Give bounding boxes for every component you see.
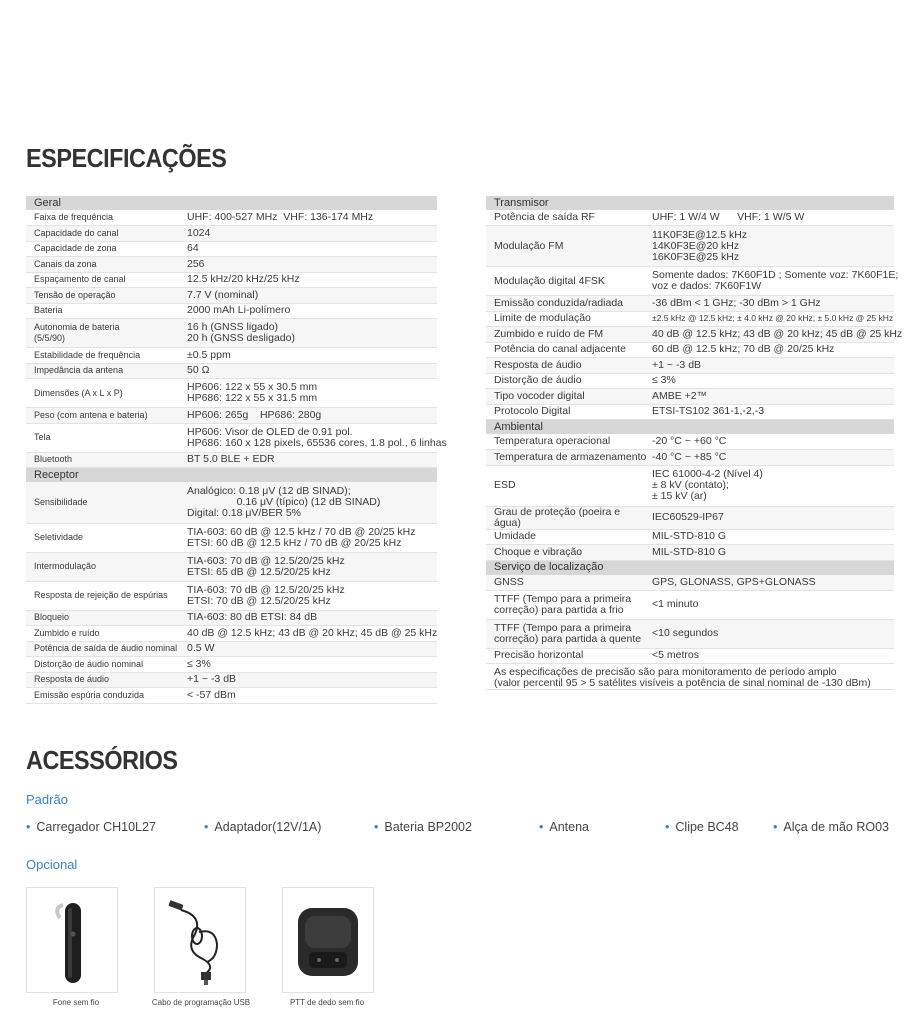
spec-label: Dimensões (A x L x P) (26, 379, 184, 408)
spec-row (486, 342, 894, 358)
spec-label: Canais da zona (26, 257, 184, 273)
spec-label: GNSS (486, 575, 649, 591)
caption-usb-cable: Cabo de programação USB (151, 998, 251, 1007)
spec-value: 40 dB @ 12.5 kHz; 43 dB @ 20 kHz; 45 dB @ 25 kHz (649, 327, 894, 343)
specs-title: ESPECIFICAÇÕES (26, 143, 227, 173)
spec-label: Tela (26, 423, 184, 452)
spec-value: Somente dados: 7K60F1D ; Somente voz: 7K60F1E; voz e dados: 7K60F1W (649, 267, 894, 296)
spec-value: TIA-603: 80 dB ETSI: 84 dB (184, 610, 437, 626)
spec-value: 256 (184, 257, 437, 273)
spec-value: IEC 61000-4-2 (Nível 4) ± 8 kV (contato); ± 15 kV (ar) (649, 465, 894, 506)
spec-row (486, 389, 894, 405)
spec-value: 40 dB @ 12.5 kHz; 43 dB @ 20 kHz; 45 dB @ 25 kHz (184, 626, 437, 642)
spec-label: TTFF (Tempo para a primeira correção) para partida a quente (486, 619, 649, 648)
spec-label: ESD (486, 465, 649, 506)
spec-row (26, 257, 437, 273)
spec-row (486, 226, 894, 267)
spec-row (26, 363, 437, 379)
section-title: Transmisor (486, 196, 894, 210)
spec-label: Espaçamento de canal (26, 272, 184, 288)
spec-label: Modulação FM (486, 226, 649, 267)
spec-row (26, 688, 437, 704)
spec-label: Potência de saída RF (486, 210, 649, 226)
spec-value: 64 (184, 241, 437, 257)
spec-value: 2000 mAh Li-polímero (184, 303, 437, 319)
spec-value: TIA-603: 60 dB @ 12.5 kHz / 70 dB @ 20/25 kHz ETSI: 60 dB @ 12.5 kHz / 70 dB @ 20/25 kHz (184, 523, 437, 552)
finger-ptt-icon (283, 888, 373, 992)
spec-label: Umidade (486, 529, 649, 545)
spec-value: 60 dB @ 12.5 kHz; 70 dB @ 20/25 kHz (649, 342, 894, 358)
spec-row (26, 272, 437, 288)
section-header (486, 560, 894, 575)
spec-row (26, 626, 437, 642)
usb-cable-card (154, 887, 246, 993)
padrao-label: Padrão (26, 792, 68, 807)
spec-row (26, 482, 437, 523)
spec-label: Potência do canal adjacente (486, 342, 649, 358)
spec-label: Peso (com antena e bateria) (26, 408, 184, 424)
acc-item: • Clipe BC48 (665, 820, 739, 834)
spec-row (26, 552, 437, 581)
spec-label: Capacidade do canal (26, 226, 184, 242)
spec-row (26, 210, 437, 226)
spec-row (26, 226, 437, 242)
spec-row (26, 423, 437, 452)
spec-value: HP606: 122 x 55 x 30.5 mm HP686: 122 x 55 x 31.5 mm (184, 379, 437, 408)
spec-row (486, 373, 894, 389)
spec-value: Analógico: 0.18 μV (12 dB SINAD); 0.16 μV (típico) (12 dB SINAD) Digital: 0.18 μV/BER 5% (184, 482, 437, 523)
spec-row (486, 311, 894, 327)
spec-label: Distorção de áudio (486, 373, 649, 389)
caption-finger-ptt: PTT de dedo sem fio (289, 998, 365, 1007)
section-title: Ambiental (486, 420, 894, 435)
spec-label: Protocolo Digital (486, 404, 649, 420)
spec-label: Tensão de operação (26, 288, 184, 304)
spec-label: Seletividade (26, 523, 184, 552)
spec-row (486, 327, 894, 343)
spec-label: Zumbido e ruído (26, 626, 184, 642)
acc-item: • Carregador CH10L27 (26, 820, 156, 834)
section-title: Receptor (26, 468, 437, 483)
spec-label: Precisão horizontal (486, 648, 649, 664)
spec-row (486, 575, 894, 591)
spec-value: -36 dBm < 1 GHz; -30 dBm > 1 GHz (649, 296, 894, 312)
spec-row (486, 267, 894, 296)
spec-value: ≤ 3% (649, 373, 894, 389)
spec-label: Bateria (26, 303, 184, 319)
spec-label: Grau de proteção (poeira e água) (486, 506, 649, 529)
spec-label: Faixa de frequência (26, 210, 184, 226)
spec-row (26, 241, 437, 257)
spec-note (486, 664, 894, 690)
spec-label: Emissão conduzida/radiada (486, 296, 649, 312)
spec-label: Distorção de áudio nominal (26, 657, 184, 673)
acc-item: • Bateria BP2002 (374, 820, 472, 834)
earpiece-icon (27, 888, 117, 992)
spec-row (26, 672, 437, 688)
spec-row (26, 379, 437, 408)
spec-row (486, 619, 894, 648)
opcional-label: Opcional (26, 857, 78, 872)
spec-row (26, 288, 437, 304)
spec-label: Resposta de áudio (486, 358, 649, 374)
spec-value: <5 metros (649, 648, 894, 664)
spec-row (486, 648, 894, 664)
spec-label: Limite de modulação (486, 311, 649, 327)
spec-row (26, 319, 437, 348)
spec-value: AMBE +2™ (649, 389, 894, 405)
spec-label: Emissão espúria conduzida (26, 688, 184, 704)
section-title: Geral (26, 196, 437, 210)
spec-value: <10 segundos (649, 619, 894, 648)
section-header (486, 196, 894, 210)
spec-table-left (26, 196, 447, 704)
spec-label: Estabilidade de frequência (26, 348, 184, 364)
spec-label: Modulação digital 4FSK (486, 267, 649, 296)
spec-label: Resposta de áudio (26, 672, 184, 688)
spec-value: GPS, GLONASS, GPS+GLONASS (649, 575, 894, 591)
spec-row (26, 641, 437, 657)
spec-note-text: As especificações de precisão são para monitoramento de período amplo (valor percentil 95 > 5 satélites visíveis a potência de sinal nominal de -130 dBm) (486, 664, 894, 690)
spec-label: Temperatura de armazenamento (486, 450, 649, 466)
acc-item: • Alça de mão RO03 (773, 820, 889, 834)
usb-cable-icon (155, 888, 245, 992)
spec-value: 1024 (184, 226, 437, 242)
spec-row (26, 581, 437, 610)
accessories-title: ACESSÓRIOS (26, 745, 178, 775)
spec-label: Bluetooth (26, 452, 184, 468)
spec-value: -40 °C ~ +85 °C (649, 450, 894, 466)
spec-label: Potência de saída de áudio nominal (26, 641, 184, 657)
spec-value: +1 ~ -3 dB (184, 672, 437, 688)
spec-label: Bloqueio (26, 610, 184, 626)
spec-row (26, 610, 437, 626)
spec-label: Impedância da antena (26, 363, 184, 379)
spec-label: Autonomia de bateria (5/5/90) (26, 319, 184, 348)
spec-row (26, 523, 437, 552)
spec-row (486, 529, 894, 545)
spec-value: +1 ~ -3 dB (649, 358, 894, 374)
finger-ptt-card (282, 887, 374, 993)
spec-value: TIA-603: 70 dB @ 12.5/20/25 kHz ETSI: 70 dB @ 12.5/20/25 kHz (184, 581, 437, 610)
spec-value: ≤ 3% (184, 657, 437, 673)
spec-value: 11K0F3E@12.5 kHz 14K0F3E@20 kHz 16K0F3E@25 kHz (649, 226, 894, 267)
spec-row (486, 358, 894, 374)
spec-row (26, 657, 437, 673)
spec-value: 16 h (GNSS ligado) 20 h (GNSS desligado) (184, 319, 437, 348)
spec-value: ±2.5 kHz @ 12.5 kHz; ± 4.0 kHz @ 20 kHz; ± 5.0 kHz @ 25 kHz (649, 311, 894, 327)
acc-item: • Antena (539, 820, 590, 834)
spec-row (486, 590, 894, 619)
spec-row (26, 408, 437, 424)
spec-label: Sensibilidade (26, 482, 184, 523)
spec-value: BT 5.0 BLE + EDR (184, 452, 437, 468)
spec-label: TTFF (Tempo para a primeira correção) para partida a frio (486, 590, 649, 619)
earpiece-card (26, 887, 118, 993)
section-header (26, 196, 437, 210)
spec-value: < -57 dBm (184, 688, 437, 704)
spec-label: Intermodulação (26, 552, 184, 581)
spec-value: ±0.5 ppm (184, 348, 437, 364)
spec-row (486, 296, 894, 312)
section-header (26, 468, 437, 483)
spec-row (486, 450, 894, 466)
spec-label: Temperatura operacional (486, 434, 649, 450)
spec-row (486, 404, 894, 420)
spec-row (26, 348, 437, 364)
acc-item: • Adaptador(12V/1A) (204, 820, 322, 834)
caption-earpiece: Fone sem fio (52, 998, 100, 1007)
spec-row (486, 545, 894, 561)
spec-value: 0.5 W (184, 641, 437, 657)
spec-label: Zumbido e ruído de FM (486, 327, 649, 343)
spec-value: 7.7 V (nominal) (184, 288, 437, 304)
spec-label: Choque e vibração (486, 545, 649, 561)
spec-value: UHF: 400-527 MHz VHF: 136-174 MHz (184, 210, 437, 226)
spec-value: IEC60529-IP67 (649, 506, 894, 529)
spec-value: 50 Ω (184, 363, 437, 379)
spec-row (486, 434, 894, 450)
spec-row (486, 210, 894, 226)
section-header (486, 420, 894, 435)
section-title: Serviço de localização (486, 560, 894, 575)
spec-label: Resposta de rejeição de espúrias (26, 581, 184, 610)
spec-row (26, 452, 437, 468)
spec-value: ETSI-TS102 361-1,-2,-3 (649, 404, 894, 420)
spec-value: TIA-603: 70 dB @ 12.5/20/25 kHz ETSI: 65 dB @ 12.5/20/25 kHz (184, 552, 437, 581)
spec-value: 12.5 kHz/20 kHz/25 kHz (184, 272, 437, 288)
spec-label: Capacidade de zona (26, 241, 184, 257)
spec-label: Tipo vocoder digital (486, 389, 649, 405)
spec-row (486, 506, 894, 529)
spec-value: -20 °C ~ +60 °C (649, 434, 894, 450)
spec-value: UHF: 1 W/4 W VHF: 1 W/5 W (649, 210, 894, 226)
spec-value: MIL-STD-810 G (649, 529, 894, 545)
spec-value: <1 minuto (649, 590, 894, 619)
spec-table-right (486, 196, 903, 690)
spec-row (486, 465, 894, 506)
spec-value: HP606: 265g HP686: 280g (184, 408, 437, 424)
spec-value: MIL-STD-810 G (649, 545, 894, 561)
spec-value: HP606: Visor de OLED de 0.91 pol. HP686: 160 x 128 pixels, 65536 cores, 1.8 pol., 6 linhas (184, 423, 437, 452)
spec-row (26, 303, 437, 319)
